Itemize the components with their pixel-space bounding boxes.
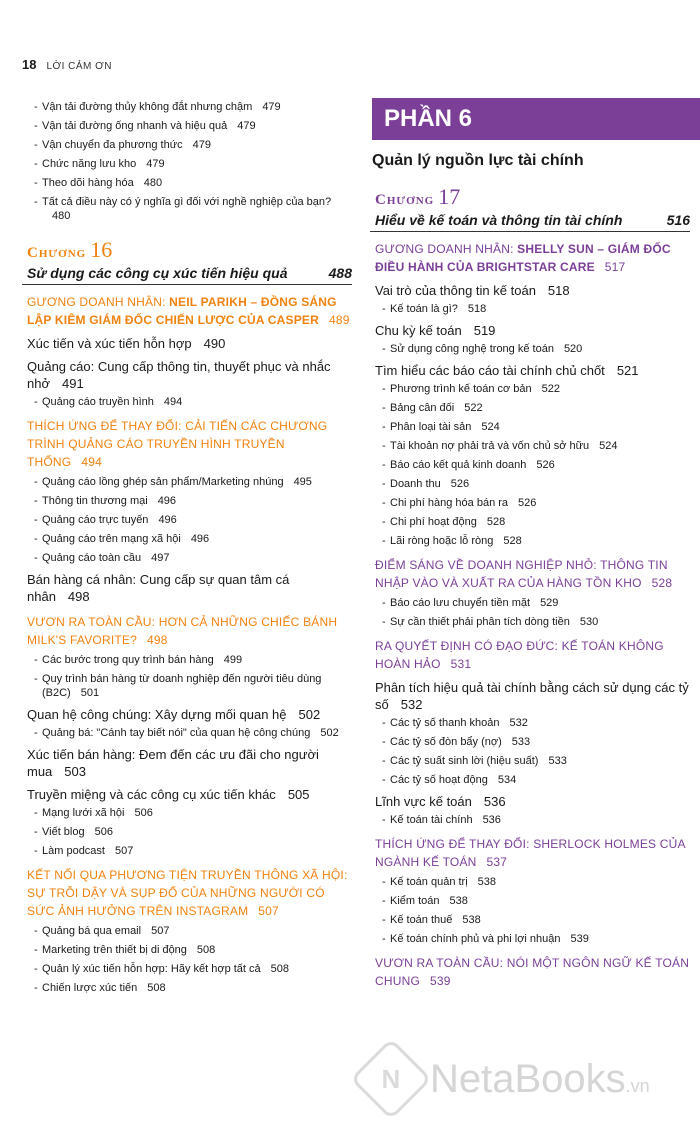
running-title: LỜI CẢM ƠN <box>46 61 112 72</box>
feature-heading: KẾT NỐI QUA PHƯƠNG TIỆN TRUYỀN THÔNG XÃ HỘI: SỰ TRỖI DẬY VÀ SỤP ĐỔ CỦA NHỮNG NGƯỜI CÓ SỨC ẢNH HƯỞNG TRÊN INSTAGRAM 507 <box>27 868 348 918</box>
toc-sub-item: - Các tỷ số đòn bẩy (nợ) 533 <box>370 735 690 749</box>
page-header <box>22 57 112 72</box>
toc-sub-item: - Lãi ròng hoặc lỗ ròng 528 <box>370 534 690 548</box>
toc-sub-item: - Quảng cáo lồng ghép sản phẩm/Marketing nhúng 495 <box>22 475 352 489</box>
toc-entry: Phân tích hiệu quả tài chính bằng cách sử dụng các tỷ số 532 <box>375 680 689 712</box>
page-number: 18 <box>22 57 37 72</box>
toc-sub-item: - Bảng cân đối 522 <box>370 401 690 415</box>
toc-sub-item: - Sử dụng công nghệ trong kế toán 520 <box>370 342 690 356</box>
toc-sub-item: - Quảng cáo truyền hình 494 <box>22 395 352 409</box>
toc-sub-item: - Mạng lưới xã hội 506 <box>22 806 352 820</box>
part-title: Quản lý nguồn lực tài chính <box>372 152 584 169</box>
toc-entry: Quảng cáo: Cung cấp thông tin, thuyết phục và nhắc nhở 491 <box>27 359 331 391</box>
toc-sub-item: - Kế toán chính phủ và phi lợi nhuận 539 <box>370 932 690 946</box>
feature-heading: THÍCH ỨNG ĐỂ THAY ĐỔI: SHERLOCK HOLMES CỦA NGÀNH KẾ TOÁN 537 <box>375 837 686 869</box>
toc-entry: Vai trò của thông tin kế toán 518 <box>375 283 570 298</box>
toc-sub-item: - Kiểm toán 538 <box>370 894 690 908</box>
toc-sub-item: - Viết blog 506 <box>22 825 352 839</box>
toc-entry: Quan hệ công chúng: Xây dựng mối quan hệ 502 <box>27 707 321 722</box>
toc-sub-item: - Kế toán thuế 538 <box>370 913 690 927</box>
toc-sub-item: - Quảng cáo toàn cầu 497 <box>22 551 352 565</box>
toc-sub-item: - Kế toán là gì? 518 <box>370 302 690 316</box>
chapter-heading: Chương 16 <box>27 237 113 262</box>
chapter-title: Hiểu về kế toán và thông tin tài chính 516 <box>370 210 690 232</box>
toc-entry: Xúc tiến và xúc tiến hỗn hợp 490 <box>27 336 226 351</box>
toc-sub-item: - Các tỷ số thanh khoản 532 <box>370 716 690 730</box>
toc-entry: Lĩnh vực kế toán 536 <box>375 794 506 809</box>
toc-sub-item: - Theo dõi hàng hóa 480 <box>22 176 352 190</box>
toc-sub-item: - Kế toán tài chính 536 <box>370 813 690 827</box>
toc-entry: Chu kỳ kế toán 519 <box>375 323 496 338</box>
toc-sub-item: - Báo cáo kết quả kinh doanh 526 <box>370 458 690 472</box>
left-column <box>22 98 352 1000</box>
toc-sub-item: - Sự cần thiết phải phân tích dòng tiền 530 <box>370 615 690 629</box>
toc-entry: Truyền miệng và các công cụ xúc tiến khác 505 <box>27 787 310 802</box>
feature-heading: GƯƠNG DOANH NHÂN: NEIL PARIKH – ĐỒNG SÁNG LẬP KIÊM GIÁM ĐỐC CHIẾN LƯỢC CỦA CASPER 489 <box>27 295 350 327</box>
feature-heading: VƯƠN RA TOÀN CẦU: HƠN CẢ NHỮNG CHIẾC BÁNH MILK'S FAVORITE? 498 <box>27 615 338 647</box>
feature-heading: THÍCH ỨNG ĐỂ THAY ĐỔI: CẢI TIẾN CÁC CHƯƠNG TRÌNH QUẢNG CÁO TRUYỀN HÌNH TRUYỀN THỐNG 494 <box>27 419 328 469</box>
toc-sub-item: - Các bước trong quy trình bán hàng 499 <box>22 653 352 667</box>
toc-sub-item: - Kế toán quản trị 538 <box>370 875 690 889</box>
toc-entry: Xúc tiến bán hàng: Đem đến các ưu đãi cho người mua 503 <box>27 747 319 779</box>
toc-sub-item: - Làm podcast 507 <box>22 844 352 858</box>
right-column <box>370 98 690 994</box>
toc-sub-item: - Vận tải đường ống nhanh và hiệu quả 479 <box>22 119 352 133</box>
toc-entry: Bán hàng cá nhân: Cung cấp sự quan tâm cá nhân 498 <box>27 572 290 604</box>
toc-sub-item: - Quảng cáo trên mạng xã hội 496 <box>22 532 352 546</box>
toc-sub-item: - Quảng bá qua email 507 <box>22 924 352 938</box>
toc-sub-item: - Vận tải đường thủy không đắt nhưng chậm 479 <box>22 100 352 114</box>
toc-sub-item: - Phương trình kế toán cơ bản 522 <box>370 382 690 396</box>
toc-sub-item: - Tài khoản nợ phải trả và vốn chủ sở hữu 524 <box>370 439 690 453</box>
chapter-title: Sử dụng các công cụ xúc tiến hiệu quả 488 <box>22 263 352 285</box>
toc-sub-item: - Quảng cáo trực tuyến 496 <box>22 513 352 527</box>
toc-sub-item: - Chiến lược xúc tiến 508 <box>22 981 352 995</box>
toc-sub-item: - Chi phí hàng hóa bán ra 526 <box>370 496 690 510</box>
toc-sub-item: - Quảng bá: "Cánh tay biết nói" của quan hệ công chúng 502 <box>22 726 352 740</box>
feature-heading: RA QUYẾT ĐỊNH CÓ ĐẠO ĐỨC: KẾ TOÁN KHÔNG HOÀN HẢO 531 <box>375 639 664 671</box>
toc-sub-item: - Quản lý xúc tiến hỗn hợp: Hãy kết hợp tất cả 508 <box>22 962 352 976</box>
chapter-heading: Chương 17 <box>375 184 461 209</box>
toc-sub-item: - Quy trình bán hàng từ doanh nghiệp đến người tiêu dùng (B2C) 501 <box>22 672 352 700</box>
toc-sub-item: - Chi phí hoạt động 528 <box>370 515 690 529</box>
feature-heading: ĐIỂM SÁNG VỀ DOANH NGHIỆP NHỎ: THÔNG TIN NHẬP VÀO VÀ XUẤT RA CỦA HÀNG TỒN KHO 528 <box>375 558 673 590</box>
toc-sub-item: - Marketing trên thiết bị di động 508 <box>22 943 352 957</box>
toc-entry: Tìm hiểu các báo cáo tài chính chủ chốt 521 <box>375 363 639 378</box>
toc-sub-item: - Vận chuyển đa phương thức 479 <box>22 138 352 152</box>
toc-sub-item: - Doanh thu 526 <box>370 477 690 491</box>
top-items <box>22 100 352 223</box>
toc-sub-item: - Phân loại tài sản 524 <box>370 420 690 434</box>
toc-sub-item: - Thông tin thương mại 496 <box>22 494 352 508</box>
watermark-text: NetaBooks.vn <box>430 1056 650 1101</box>
toc-sub-item: - Chức năng lưu kho 479 <box>22 157 352 171</box>
feature-heading: VƯƠN RA TOÀN CẦU: NÓI MỘT NGÔN NGỮ KẾ TOÁN CHUNG 539 <box>375 956 690 988</box>
toc-sub-item: - Tất cả điều này có ý nghĩa gì đối với nghề nghiệp của bạn?480 <box>22 195 352 223</box>
netabooks-logo-icon: N <box>350 1038 432 1120</box>
toc-sub-item: - Các tỷ số hoạt động 534 <box>370 773 690 787</box>
feature-heading: GƯƠNG DOANH NHÂN: SHELLY SUN – GIÁM ĐỐC ĐIỀU HÀNH CỦA BRIGHTSTAR CARE 517 <box>375 242 671 274</box>
toc-sub-item: - Các tỷ suất sinh lời (hiệu suất) 533 <box>370 754 690 768</box>
watermark <box>362 1050 650 1108</box>
part-banner: PHẦN 6 <box>372 98 700 140</box>
toc-sub-item: - Báo cáo lưu chuyển tiền mặt 529 <box>370 596 690 610</box>
